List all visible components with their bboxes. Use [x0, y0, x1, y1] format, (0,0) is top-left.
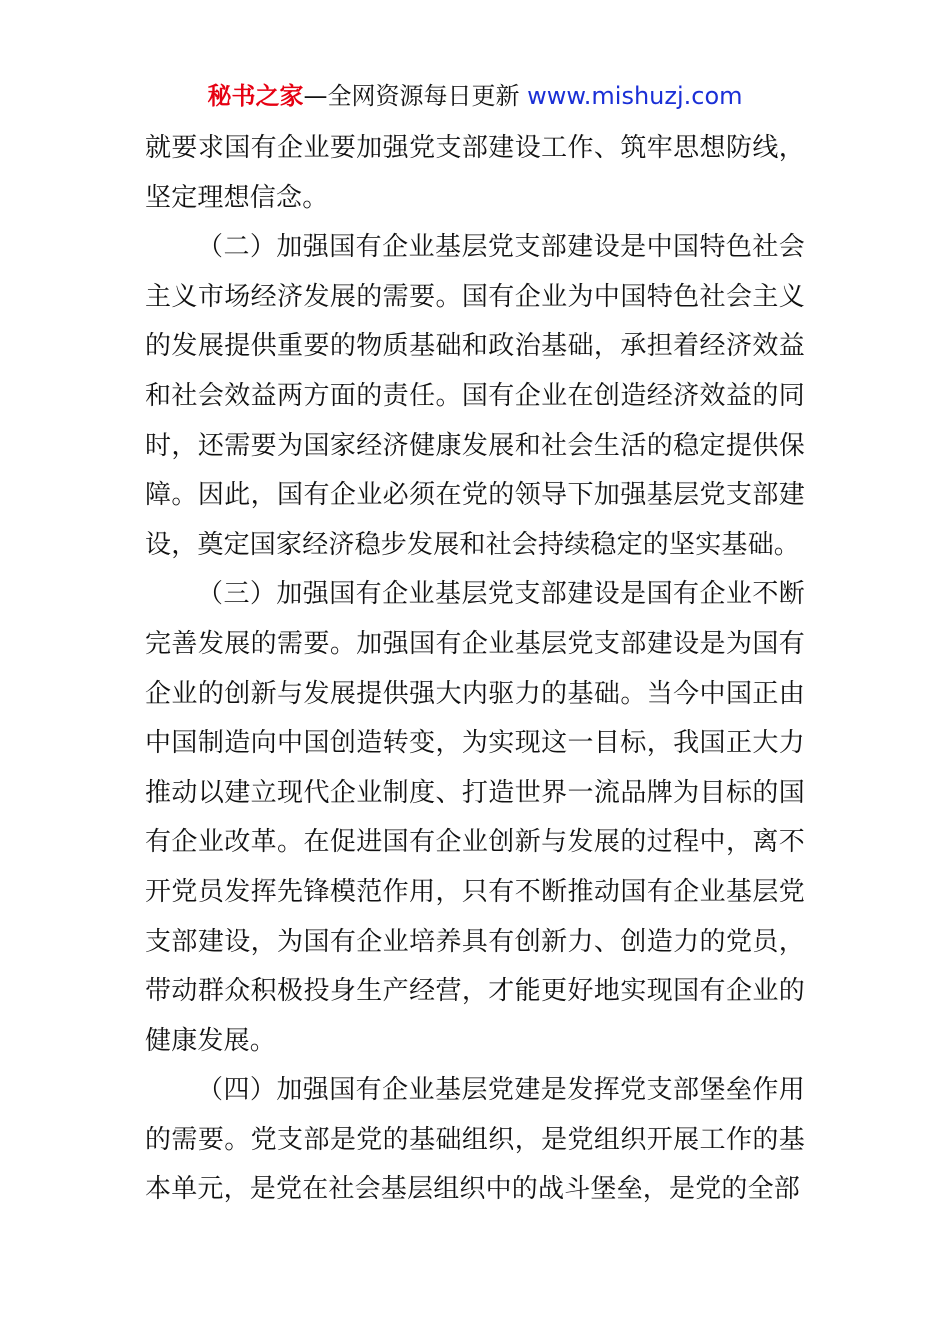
site-brand: 秘书之家: [207, 82, 304, 110]
paragraph-continuation: 就要求国有企业要加强党支部建设工作、筑牢思想防线，坚定理想信念。: [145, 133, 805, 213]
site-header: [0, 80, 950, 112]
site-url-link[interactable]: www.mishuzj.com: [527, 82, 743, 110]
paragraph-section-4: （四）加强国有企业基层党建是发挥党支部堡垒作用的需要。党支部是党的基础组织，是党组织开展工作的基本单元，是党在社会基层组织中的战斗堡垒，是党的全部: [145, 1075, 805, 1205]
paragraph-section-2: （二）加强国有企业基层党支部建设是中国特色社会主义市场经济发展的需要。国有企业为中国特色社会主义的发展提供重要的物质基础和政治基础，承担着经济效益和社会效益两方面的责任。国有企业在创造经济效益的同时，还需要为国家经济健康发展和社会生活的稳定提供保障。因此，国有企业必须在党的领导下加强基层党支部建设，奠定国家经济稳步发展和社会持续稳定的坚实基础。: [145, 232, 805, 560]
site-tagline: —全网资源每日更新: [303, 82, 528, 110]
document-body: [145, 124, 805, 1215]
paragraph-section-3: （三）加强国有企业基层党支部建设是国有企业不断完善发展的需要。加强国有企业基层党支部建设是为国有企业的创新与发展提供强大内驱力的基础。当今中国正由中国制造向中国创造转变，为实现这一目标，我国正大力推动以建立现代企业制度、打造世界一流品牌为目标的国有企业改革。在促进国有企业创新与发展的过程中，离不开党员发挥先锋模范作用，只有不断推动国有企业基层党支部建设，为国有企业培养具有创新力、创造力的党员，带动群众积极投身生产经营，才能更好地实现国有企业的健康发展。: [145, 579, 805, 1056]
